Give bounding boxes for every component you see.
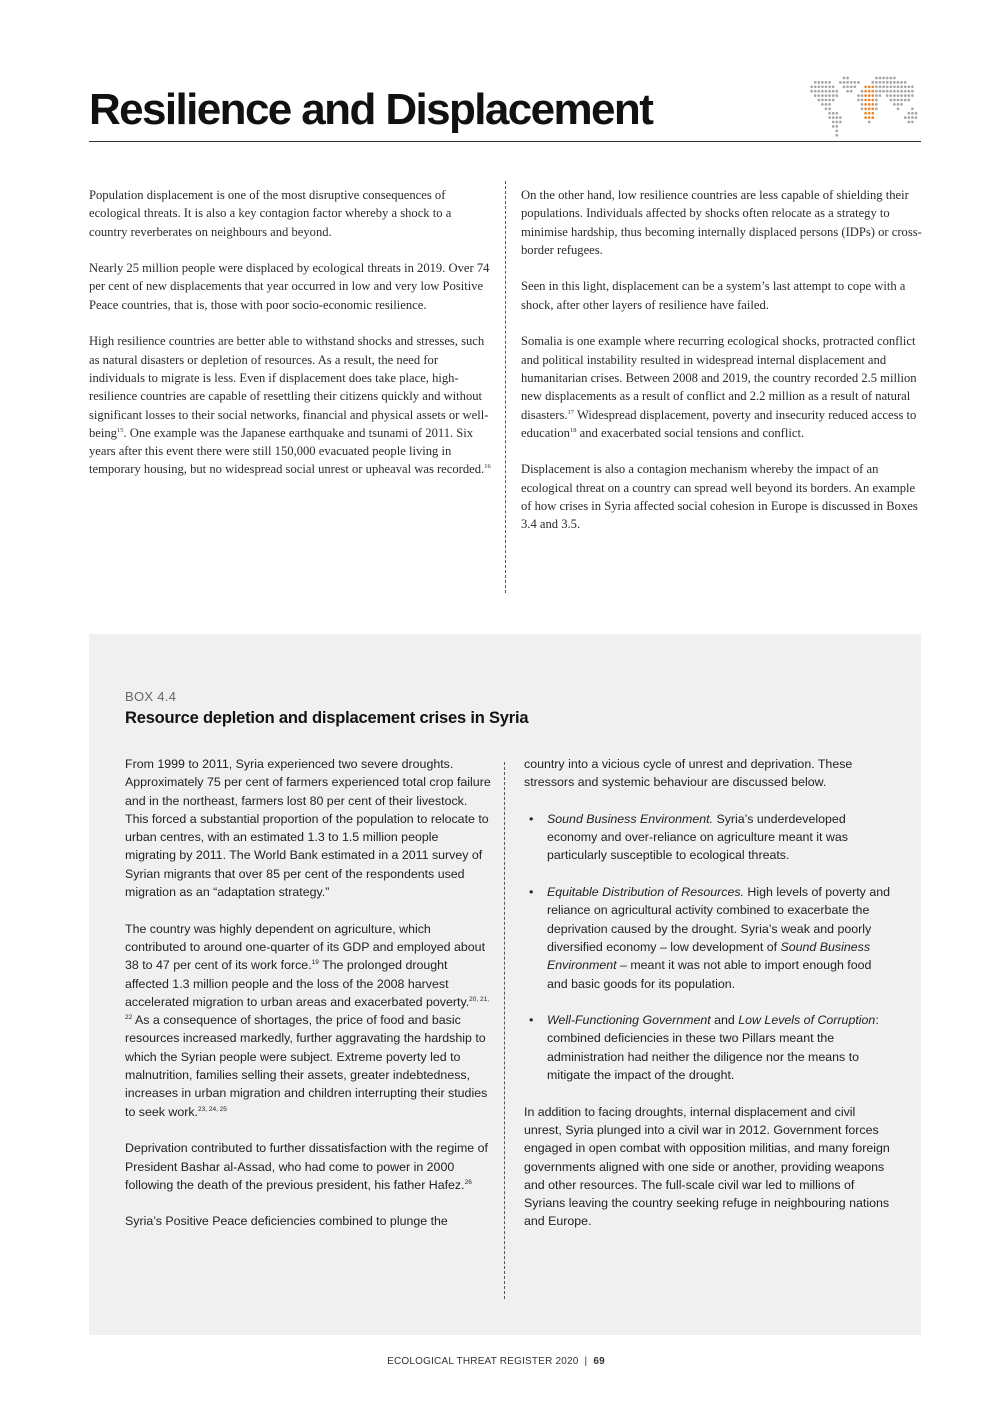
- bullet-text: : combined deficiencies in these two Pillars meant the administration had neither the diligence nor the means to mitigate the impact of the drought.: [547, 1013, 879, 1083]
- pillar-name: Sound Business Environment: [547, 939, 871, 973]
- map-dot: [828, 90, 831, 93]
- map-dot: [893, 81, 896, 84]
- paragraph: [125, 755, 491, 901]
- footnote-ref: 19: [311, 959, 319, 967]
- map-dot: [900, 99, 903, 102]
- box-label: BOX 4.4: [125, 689, 177, 704]
- map-dot: [850, 81, 853, 84]
- map-dot: [846, 77, 849, 80]
- box-4-4: [89, 634, 921, 1335]
- map-dot: [825, 90, 828, 93]
- map-dot: [911, 90, 914, 93]
- map-dot-highlight: [871, 112, 874, 115]
- pillar-name: Equitable Distribution of Resources.: [547, 885, 744, 900]
- paragraph-text: Population displacement is one of the most disruptive consequences of ecological threats. It is also a key contagion factor whereby a shock to a country reverberates on neighbours and beyond.: [89, 188, 452, 239]
- paragraph-text: . One example was the Japanese earthquake and tsunami of 2011. Six years after this event there were still 150,000 evacuated people living in temporary housing, but no widespread social unrest or upheaval was recorded.: [89, 425, 485, 477]
- footnote-ref: 17: [567, 408, 575, 416]
- map-dot: [832, 85, 835, 88]
- map-dot: [893, 77, 896, 80]
- map-dot: [817, 85, 820, 88]
- map-dot: [835, 116, 838, 119]
- map-dot: [850, 85, 853, 88]
- map-dot: [857, 81, 860, 84]
- map-dot: [821, 103, 824, 106]
- map-dot-highlight: [871, 116, 874, 119]
- map-dot: [882, 81, 885, 84]
- map-dot: [911, 116, 914, 119]
- map-dot-highlight: [868, 103, 871, 106]
- paragraph: [125, 920, 491, 1121]
- map-dot-highlight: [864, 116, 867, 119]
- map-dot: [907, 85, 910, 88]
- map-dot: [857, 94, 860, 97]
- map-dot-highlight: [868, 90, 871, 93]
- map-dot: [843, 77, 846, 80]
- bullet-item: [524, 810, 890, 865]
- map-dot: [897, 94, 900, 97]
- map-dot: [875, 103, 878, 106]
- map-dot: [875, 81, 878, 84]
- map-dot-highlight: [864, 90, 867, 93]
- map-dot: [915, 112, 918, 115]
- footnote-ref: 23, 24, 25: [198, 1105, 227, 1113]
- map-dot-highlight: [864, 94, 867, 97]
- map-dot-highlight: [871, 94, 874, 97]
- map-dot: [907, 99, 910, 102]
- map-dot-highlight: [868, 85, 871, 88]
- map-dot: [900, 94, 903, 97]
- paragraph-text: On the other hand, low resilience countries are less capable of shielding their populations. Individuals affected by shocks often relocate as a strategy to minimise hardship, thus becoming internally displaced persons (IDPs) or cross-border refugees.: [521, 188, 922, 257]
- map-dot: [843, 85, 846, 88]
- map-dot: [889, 99, 892, 102]
- map-dot-highlight: [864, 85, 867, 88]
- map-dot-highlight: [868, 99, 871, 102]
- map-dot: [889, 81, 892, 84]
- box-column-right: [524, 755, 890, 1249]
- paragraph-text: The country was highly dependent on agriculture, which contributed to around one-quarter of its GDP and employed about 38 to 47 per cent of its work force.: [125, 921, 486, 973]
- map-dot: [825, 103, 828, 106]
- map-dot: [828, 103, 831, 106]
- map-dot-highlight: [868, 116, 871, 119]
- footer-separator: |: [584, 1356, 588, 1367]
- map-dot: [828, 81, 831, 84]
- intro-column-right: [521, 186, 923, 552]
- map-dot: [875, 85, 878, 88]
- map-dot: [839, 81, 842, 84]
- map-dot: [839, 116, 842, 119]
- map-dot: [861, 107, 864, 110]
- map-dot: [814, 90, 817, 93]
- map-dot: [832, 121, 835, 124]
- map-dot: [828, 116, 831, 119]
- map-dot: [857, 99, 860, 102]
- map-dot: [879, 90, 882, 93]
- map-dot: [889, 94, 892, 97]
- map-dot: [846, 81, 849, 84]
- paragraph-text: From 1999 to 2011, Syria experienced two severe droughts. Approximately 75 per cent of farmers experienced total crop failure and in the northeast, farmers lost 80 per cent of their livestock. This forced a substantial proportion of the population to relocate to urban centres, with an estimated 1.3 to 1.5 million people migrating by 2011. The World Bank estimated in a 2011 survey of Syrian migrants that over 85 per cent of the respondents used migration as an “adaptation strategy.”: [125, 757, 491, 900]
- map-dot: [832, 90, 835, 93]
- map-dot: [911, 94, 914, 97]
- bullet-text: and: [710, 1013, 739, 1028]
- paragraph-text: Deprivation contributed to further dissatisfaction with the regime of President Bashar al-Assad, who had come to power in 2000 following the death of the previous president, his father Hafez.: [125, 1141, 488, 1192]
- map-dot: [886, 90, 889, 93]
- map-dot: [814, 85, 817, 88]
- map-dot-highlight: [864, 99, 867, 102]
- paragraph: [125, 1212, 491, 1230]
- paragraph: [89, 186, 491, 241]
- map-dot: [904, 85, 907, 88]
- bullet-item: [524, 1011, 890, 1084]
- map-dot: [911, 107, 914, 110]
- footnote-ref: 15: [116, 426, 124, 434]
- pillar-name: Well-Functioning Government: [547, 1013, 711, 1028]
- map-dot: [897, 81, 900, 84]
- map-dot: [839, 121, 842, 124]
- map-dot: [907, 112, 910, 115]
- map-dot: [832, 99, 835, 102]
- map-dot: [897, 85, 900, 88]
- map-dot: [810, 85, 813, 88]
- footnote-ref: 26: [464, 1178, 472, 1186]
- map-dot: [846, 90, 849, 93]
- map-dot: [897, 90, 900, 93]
- box-column-divider: [504, 762, 505, 1299]
- map-dot: [828, 85, 831, 88]
- map-dot: [825, 107, 828, 110]
- map-dot: [886, 77, 889, 80]
- pillar-name: Sound Business Environment.: [547, 811, 713, 826]
- bullet-text: High levels of poverty and reliance on agricultural activity combined to exacerbate the deprivation caused by the drought. Syria’s weak and poorly diversified economy – low development of: [547, 885, 890, 954]
- paragraph-text: Seen in this light, displacement can be a system’s last attempt to cope with a shock, after other layers of resilience have failed.: [521, 279, 906, 312]
- map-dot: [893, 90, 896, 93]
- paragraph-text: Somalia is one example where recurring ecological shocks, protracted conflict and political instability resulted in widespread internal displacement and humanitarian crises. Between 2008 and 2019, the country recorded 2.5 million new displacements as a result of conflict and 2.2 million as a result of natural disasters.: [521, 334, 917, 422]
- map-dot: [900, 103, 903, 106]
- map-dot: [904, 116, 907, 119]
- bullet-text: – meant it was not able to import enough food and basic goods for its population.: [547, 958, 872, 991]
- map-dot-highlight: [868, 107, 871, 110]
- map-dot: [828, 107, 831, 110]
- map-dot: [861, 90, 864, 93]
- map-dot: [821, 85, 824, 88]
- map-dot-highlight: [871, 99, 874, 102]
- map-dot: [882, 85, 885, 88]
- map-dot: [889, 85, 892, 88]
- footnote-ref: 20, 21, 22: [125, 995, 490, 1022]
- bullet-text: Syria’s underdeveloped economy and over-reliance on agriculture meant it was particularly susceptible to ecological threats.: [547, 811, 848, 863]
- map-dot: [825, 85, 828, 88]
- map-dot: [850, 90, 853, 93]
- map-dot: [825, 81, 828, 84]
- paragraph-text: Syria’s Positive Peace deficiencies combined to plunge the: [125, 1214, 448, 1229]
- map-dot: [900, 90, 903, 93]
- map-dot: [814, 81, 817, 84]
- map-dot: [886, 81, 889, 84]
- column-divider: [505, 181, 506, 593]
- paragraph: [521, 186, 923, 259]
- map-dot: [817, 81, 820, 84]
- map-dot: [825, 94, 828, 97]
- map-dot: [835, 125, 838, 128]
- map-dot-highlight: [864, 107, 867, 110]
- map-dot: [835, 94, 838, 97]
- map-dot: [828, 99, 831, 102]
- footnote-ref: 18: [569, 426, 577, 434]
- paragraph-text: High resilience countries are better able to withstand shocks and stresses, such as natural disasters or depletion of resources. As a result, the need for individuals to migrate is less. Even if displacement does take place, high-resilience countries are capable of resettling their citizens quickly and without significant losses to their social networks, financial and physical assets or well-being: [89, 334, 489, 440]
- box-column-left: [125, 755, 491, 1249]
- map-dot: [821, 81, 824, 84]
- map-dot: [893, 103, 896, 106]
- map-dot: [817, 90, 820, 93]
- map-dot: [868, 121, 871, 124]
- map-dot: [821, 94, 824, 97]
- map-dot: [882, 90, 885, 93]
- map-dot: [907, 116, 910, 119]
- map-dot: [911, 85, 914, 88]
- map-dot: [889, 77, 892, 80]
- map-dot: [897, 99, 900, 102]
- map-dot: [861, 99, 864, 102]
- map-dot: [828, 112, 831, 115]
- map-dot: [889, 90, 892, 93]
- paragraph: [125, 1139, 491, 1194]
- map-dot: [832, 116, 835, 119]
- paragraph-text: and exacerbated social tensions and conflict.: [576, 425, 805, 440]
- map-dot: [821, 99, 824, 102]
- map-dot: [907, 94, 910, 97]
- map-dot: [904, 99, 907, 102]
- map-dot: [821, 90, 824, 93]
- map-dot: [810, 90, 813, 93]
- intro-column-left: [89, 186, 491, 497]
- map-dot: [814, 94, 817, 97]
- map-dot: [875, 94, 878, 97]
- map-dot: [832, 125, 835, 128]
- map-dot: [897, 107, 900, 110]
- paragraph-text: Displacement is also a contagion mechanism whereby the impact of an ecological threat on a country can spread well beyond its borders. An example of how crises in Syria affected social cohesion in Europe is discussed in Boxes 3.4 and 3.5.: [521, 462, 918, 532]
- map-dot: [911, 112, 914, 115]
- map-dot: [846, 85, 849, 88]
- map-dot-highlight: [864, 112, 867, 115]
- map-dot: [875, 99, 878, 102]
- page-footer: [0, 1356, 992, 1367]
- bullet-item: [524, 883, 890, 993]
- pillar-name: Low Levels of Corruption: [738, 1013, 876, 1028]
- map-dot: [875, 107, 878, 110]
- map-dot: [871, 81, 874, 84]
- paragraph: [521, 332, 923, 442]
- map-dot: [853, 85, 856, 88]
- box-right-intro: country into a vicious cycle of unrest and deprivation. These stressors and systemic behaviour are discussed below.: [524, 757, 853, 790]
- map-dot: [893, 85, 896, 88]
- map-dot: [817, 94, 820, 97]
- footnote-ref: 16: [484, 463, 491, 471]
- map-dot-highlight: [868, 94, 871, 97]
- map-dot: [835, 134, 838, 137]
- paragraph-text: Widespread displacement, poverty and insecurity reduced access to education: [521, 407, 917, 440]
- map-dot: [843, 81, 846, 84]
- map-dot: [835, 90, 838, 93]
- map-dot: [911, 121, 914, 124]
- map-dot: [886, 85, 889, 88]
- page-title: Resilience and Displacement: [89, 85, 653, 134]
- paragraph-text: Nearly 25 million people were displaced by ecological threats in 2019. Over 74 per cent of new displacements that year occurred in low and very low Positive Peace countries, that is, those with poor socio-economic resilience.: [89, 261, 490, 312]
- map-dot: [861, 94, 864, 97]
- map-dot: [825, 99, 828, 102]
- map-dot: [879, 94, 882, 97]
- map-dot-highlight: [868, 112, 871, 115]
- paragraph: [521, 460, 923, 533]
- map-dot-highlight: [871, 85, 874, 88]
- map-dot: [907, 121, 910, 124]
- map-dot: [897, 103, 900, 106]
- map-dot: [853, 81, 856, 84]
- map-dot: [904, 81, 907, 84]
- world-dot-map-icon: [806, 74, 922, 138]
- box-right-outro: In addition to facing droughts, internal displacement and civil unrest, Syria plunged into a civil war in 2012. Government forces engaged in open combat with opposition militias, and many foreign governments aligned with one side or another, providing weapons and other resources. The full-scale civil war led to millions of Syrians leaving the country seeking refuge in neighbouring nations and Europe.: [524, 1104, 890, 1229]
- paragraph-text: The prolonged drought affected 1.3 million people and the loss of the 2008 harvest accelerated migration to urban areas and exacerbated poverty.: [125, 958, 470, 1009]
- map-dot: [893, 99, 896, 102]
- map-dot: [882, 77, 885, 80]
- map-dot: [828, 94, 831, 97]
- map-dot: [879, 85, 882, 88]
- map-dot: [900, 81, 903, 84]
- map-dot: [886, 94, 889, 97]
- footer-publication: ECOLOGICAL THREAT REGISTER 2020: [387, 1356, 579, 1367]
- map-dot: [904, 90, 907, 93]
- pillar-bullet-list: [524, 810, 890, 1084]
- map-dot: [835, 121, 838, 124]
- map-dot: [835, 112, 838, 115]
- box-title: Resource depletion and displacement crises in Syria: [125, 709, 529, 727]
- map-dot-highlight: [871, 90, 874, 93]
- map-dot: [861, 103, 864, 106]
- map-dot-highlight: [871, 107, 874, 110]
- paragraph-text: As a consequence of shortages, the price of food and basic resources increased markedly, further aggravating the hardship to which the Syrian people were subject. Extreme poverty led to malnutrition, families selling their assets, greater indebtedness, increases in urban migration and children interrupting their studies to seek work.: [125, 1013, 488, 1119]
- paragraph: [89, 259, 491, 314]
- map-dot: [817, 99, 820, 102]
- map-dot: [832, 112, 835, 115]
- map-dot: [835, 129, 838, 132]
- title-rule: [89, 141, 921, 142]
- map-dot: [832, 94, 835, 97]
- map-dot: [879, 77, 882, 80]
- map-dot: [875, 77, 878, 80]
- map-dot-highlight: [871, 103, 874, 106]
- map-dot: [915, 116, 918, 119]
- map-dot: [875, 90, 878, 93]
- map-dot: [879, 81, 882, 84]
- map-dot: [893, 94, 896, 97]
- page-number: 69: [593, 1356, 605, 1367]
- map-dot: [900, 85, 903, 88]
- paragraph: [89, 332, 491, 478]
- paragraph: [521, 277, 923, 314]
- map-dot: [907, 90, 910, 93]
- map-dot-highlight: [864, 103, 867, 106]
- map-dot: [904, 94, 907, 97]
